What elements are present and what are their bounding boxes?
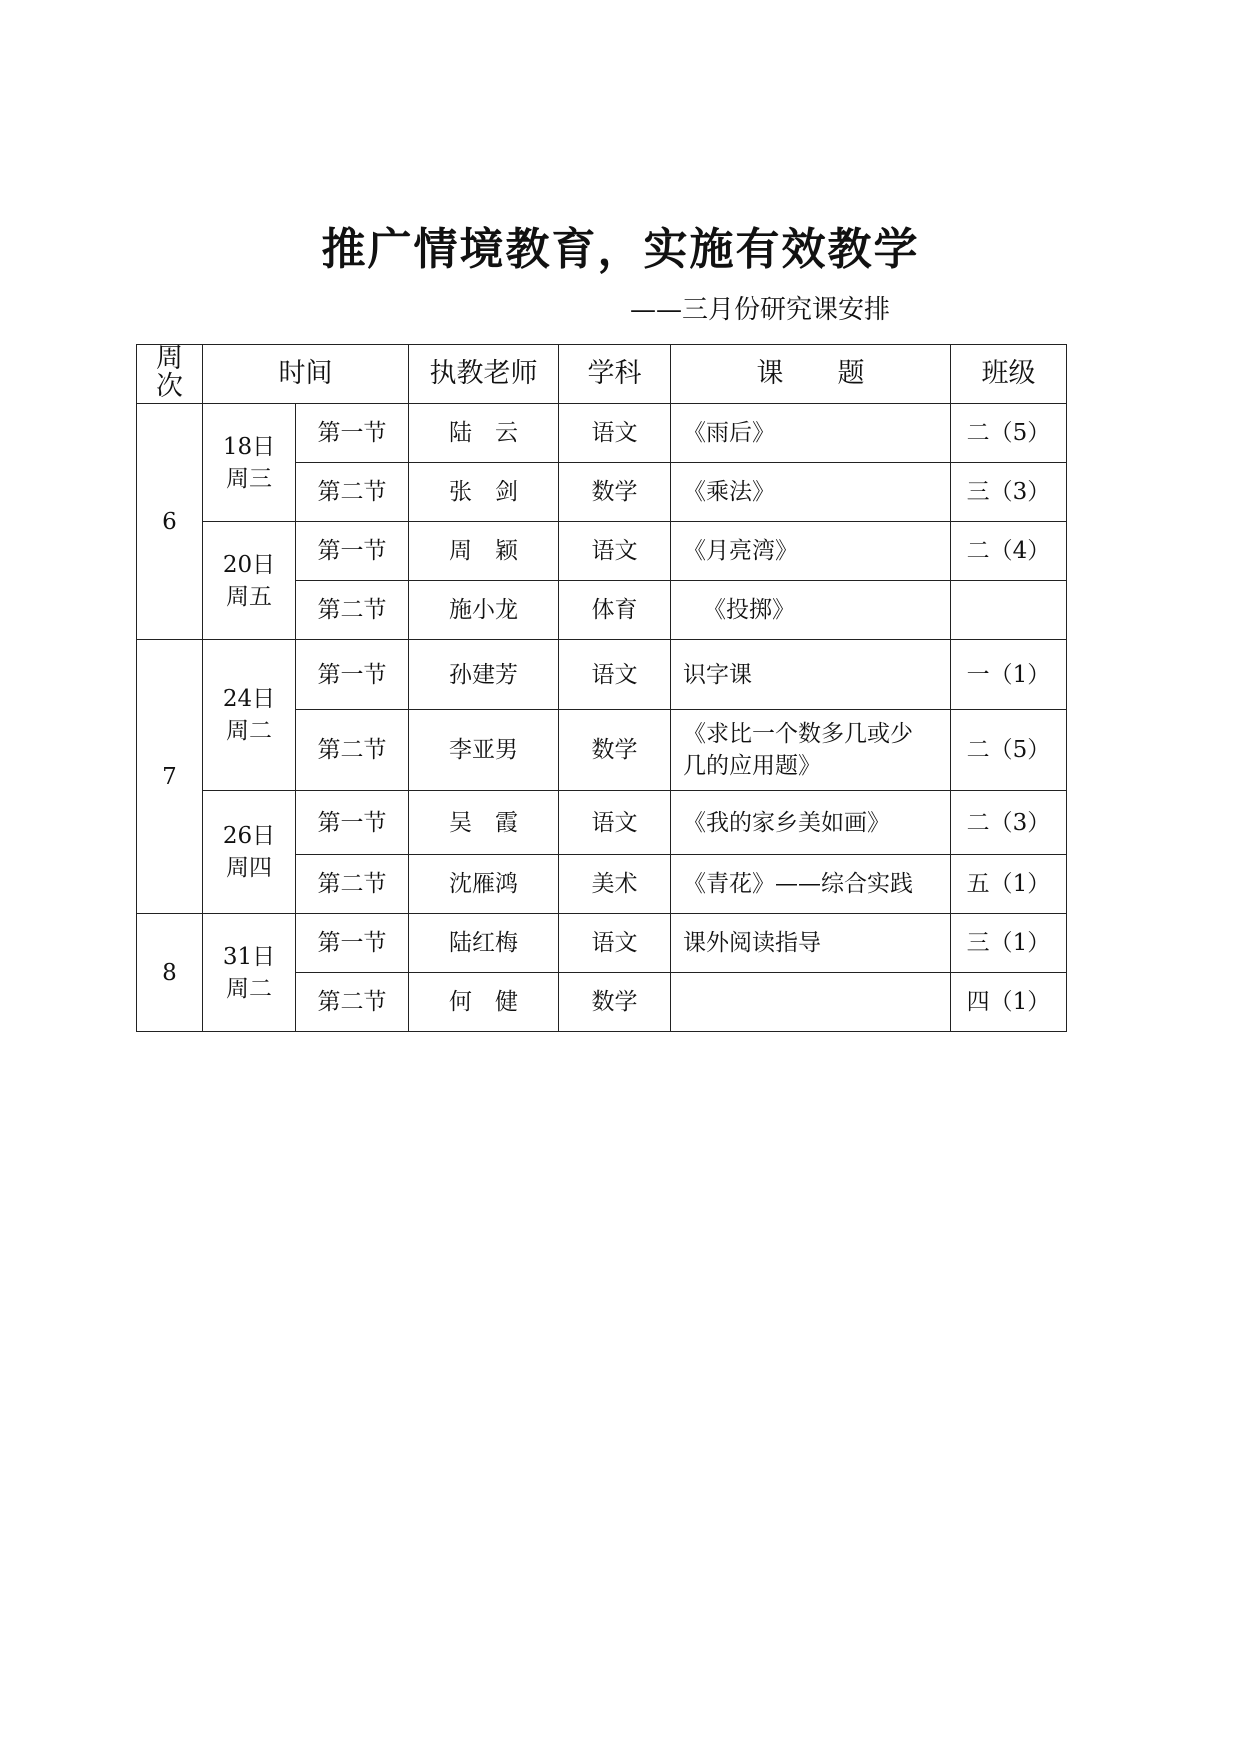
table-row [137, 914, 1067, 973]
topic-cell: 课外阅读指导 [671, 914, 951, 973]
table-row [137, 522, 1067, 581]
header-row [137, 345, 1067, 404]
class-cell: 五（1） [951, 855, 1067, 914]
teacher-cell: 孙建芳 [409, 640, 559, 710]
week-cell: 7 [137, 640, 203, 914]
teacher-cell: 陆红梅 [409, 914, 559, 973]
date-cell: 24日 周二 [203, 640, 296, 791]
period-cell: 第一节 [296, 404, 409, 463]
period-cell: 第二节 [296, 463, 409, 522]
class-cell: 二（5） [951, 404, 1067, 463]
teacher-cell: 吴 霞 [409, 791, 559, 855]
subject-cell: 语文 [559, 522, 671, 581]
date-cell: 31日 周二 [203, 914, 296, 1032]
topic-cell: 《月亮湾》 [671, 522, 951, 581]
date-cell: 20日 周五 [203, 522, 296, 640]
class-cell [951, 581, 1067, 640]
header-subject: 学科 [559, 345, 671, 404]
subject-cell: 体育 [559, 581, 671, 640]
period-cell: 第一节 [296, 522, 409, 581]
header-class: 班级 [951, 345, 1067, 404]
topic-cell: 《青花》——综合实践 [671, 855, 951, 914]
teacher-cell: 沈雁鸿 [409, 855, 559, 914]
table-row [137, 404, 1067, 463]
subject-cell: 数学 [559, 710, 671, 791]
subject-cell: 语文 [559, 914, 671, 973]
subject-cell: 数学 [559, 463, 671, 522]
header-teacher: 执教老师 [409, 345, 559, 404]
topic-cell [671, 973, 951, 1032]
subject-cell: 语文 [559, 404, 671, 463]
teacher-cell: 周 颖 [409, 522, 559, 581]
date-cell: 26日 周四 [203, 791, 296, 914]
subject-cell: 语文 [559, 791, 671, 855]
page-subtitle: ——三月份研究课安排 [630, 295, 891, 325]
teacher-cell: 陆 云 [409, 404, 559, 463]
class-cell: 二（4） [951, 522, 1067, 581]
topic-cell: 《投掷》 [671, 581, 951, 640]
schedule-table [136, 344, 1067, 1032]
class-cell: 二（5） [951, 710, 1067, 791]
header-time: 时间 [203, 345, 409, 404]
page-title: 推广情境教育，实施有效教学 [321, 224, 920, 275]
table-row [137, 791, 1067, 855]
topic-cell: 识字课 [671, 640, 951, 710]
date-cell: 18日 周三 [203, 404, 296, 522]
week-cell: 8 [137, 914, 203, 1032]
week-cell: 6 [137, 404, 203, 640]
subject-cell: 语文 [559, 640, 671, 710]
period-cell: 第一节 [296, 791, 409, 855]
topic-cell: 《乘法》 [671, 463, 951, 522]
period-cell: 第二节 [296, 973, 409, 1032]
period-cell: 第二节 [296, 581, 409, 640]
header-week: 周次 [137, 345, 203, 404]
period-cell: 第一节 [296, 914, 409, 973]
subject-cell: 数学 [559, 973, 671, 1032]
period-cell: 第二节 [296, 855, 409, 914]
teacher-cell: 施小龙 [409, 581, 559, 640]
header-topic: 课 题 [671, 345, 951, 404]
period-cell: 第二节 [296, 710, 409, 791]
teacher-cell: 李亚男 [409, 710, 559, 791]
teacher-cell: 张 剑 [409, 463, 559, 522]
class-cell: 三（3） [951, 463, 1067, 522]
class-cell: 一（1） [951, 640, 1067, 710]
class-cell: 二（3） [951, 791, 1067, 855]
teacher-cell: 何 健 [409, 973, 559, 1032]
period-cell: 第一节 [296, 640, 409, 710]
topic-cell: 《求比一个数多几或少 几的应用题》 [671, 710, 951, 791]
topic-cell: 《我的家乡美如画》 [671, 791, 951, 855]
class-cell: 四（1） [951, 973, 1067, 1032]
class-cell: 三（1） [951, 914, 1067, 973]
subject-cell: 美术 [559, 855, 671, 914]
topic-cell: 《雨后》 [671, 404, 951, 463]
table-row [137, 640, 1067, 710]
